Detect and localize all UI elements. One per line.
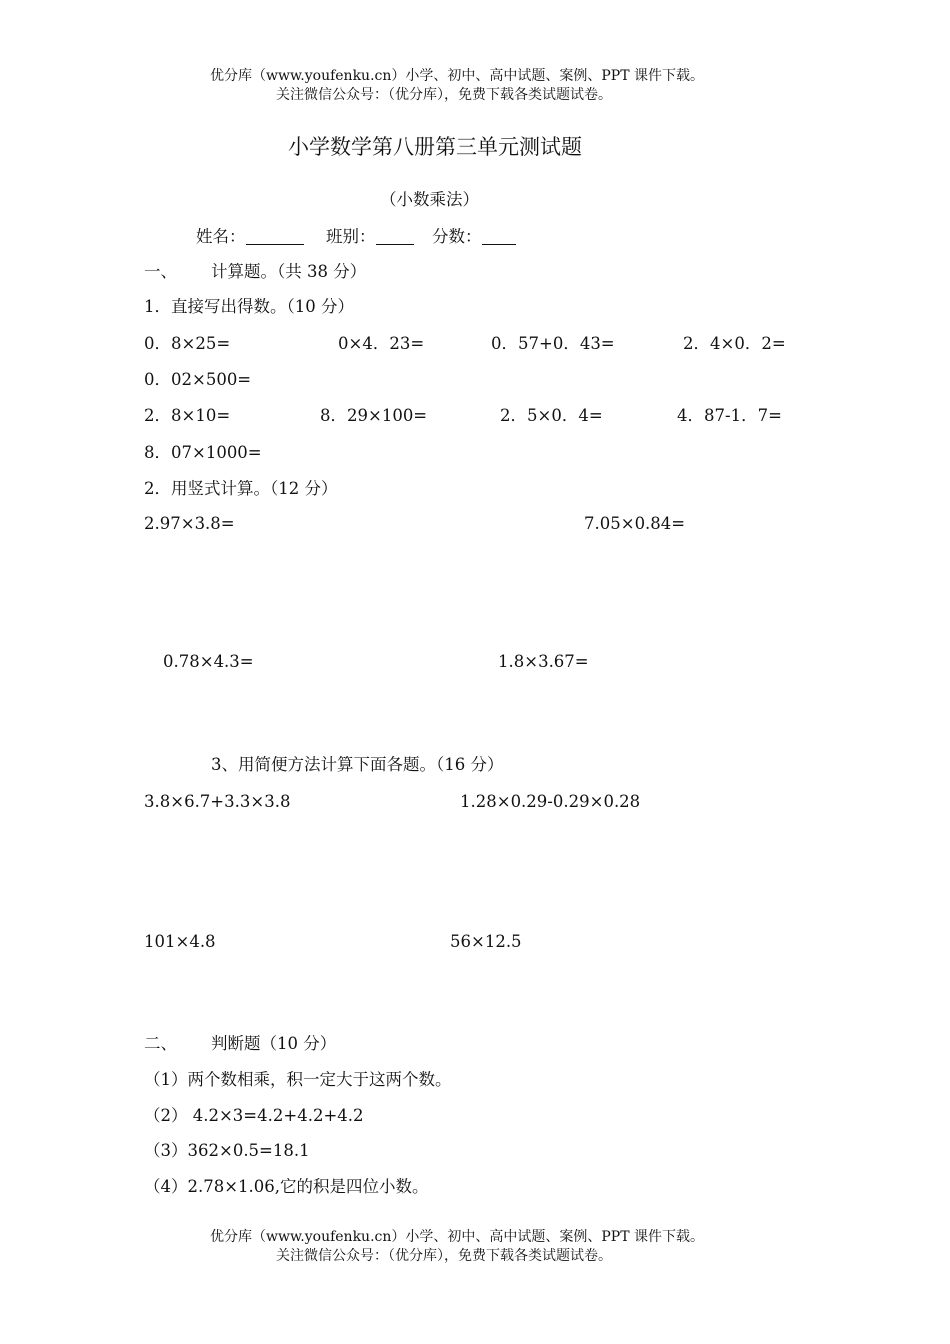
judge-item: （2） 4.2×3=4.2+4.2+4.2: [144, 1106, 364, 1125]
q2-item: 7.05×0.84=: [584, 514, 686, 533]
judge-item: （3）362×0.5=18.1: [144, 1141, 310, 1160]
part2-number: 二、: [144, 1034, 177, 1053]
judge-item: （1）两个数相乘，积一定大于这两个数。: [144, 1070, 452, 1089]
name-blank[interactable]: [246, 229, 304, 245]
q1-item: 2．5×0．4=: [500, 406, 603, 425]
page-title: 小学数学第八册第三单元测试题: [288, 135, 582, 159]
header-line-2: 关注微信公众号：（优分库），免费下载各类试题试卷。: [276, 87, 612, 103]
q1-item: 0．8×25=: [144, 334, 231, 353]
q3-item: 101×4.8: [144, 932, 216, 951]
page-subtitle: （小数乘法）: [380, 190, 479, 209]
q2-item: 2.97×3.8=: [144, 514, 235, 533]
student-info-line: [196, 227, 516, 247]
q2-item: 1.8×3.67=: [498, 652, 589, 671]
part1-number: 一、: [144, 262, 177, 281]
q1-item: 8．29×100=: [320, 406, 428, 425]
class-blank[interactable]: [376, 229, 414, 245]
q1-item: 0．57+0．43=: [491, 334, 615, 353]
q2-title: 2．用竖式计算。（12 分）: [144, 479, 338, 498]
name-label: 姓名：: [196, 227, 246, 246]
score-label: 分数：: [432, 227, 482, 246]
header-line-1: 优分库（www.youfenku.cn）小学、初中、高中试题、案例、PPT 课件下载。: [210, 68, 705, 84]
footer-line-2: 关注微信公众号：（优分库），免费下载各类试题试卷。: [276, 1248, 612, 1264]
q2-item: 0.78×4.3=: [163, 652, 254, 671]
part2-heading: 判断题（10 分）: [211, 1034, 337, 1053]
footer-line-1: 优分库（www.youfenku.cn）小学、初中、高中试题、案例、PPT 课件下载。: [210, 1229, 705, 1245]
q3-item: 56×12.5: [450, 932, 522, 951]
q1-item: 8．07×1000=: [144, 443, 262, 462]
q1-item: 4．87-1．7=: [677, 406, 782, 425]
q3-item: 3.8×6.7+3.3×3.8: [144, 792, 291, 811]
q3-item: 1.28×0.29-0.29×0.28: [460, 792, 641, 811]
class-label: 班别：: [326, 227, 376, 246]
q1-item: 0×4．23=: [338, 334, 425, 353]
q1-item: 2．4×0．2=: [683, 334, 786, 353]
score-blank[interactable]: [482, 229, 516, 245]
judge-item: （4）2.78×1.06,它的积是四位小数。: [144, 1177, 429, 1196]
q1-item: 2．8×10=: [144, 406, 231, 425]
q1-item: 0．02×500=: [144, 370, 252, 389]
part1-heading: 计算题。（共 38 分）: [211, 262, 367, 281]
q1-title: 1．直接写出得数。（10 分）: [144, 297, 354, 316]
q3-title: 3、用简便方法计算下面各题。（16 分）: [211, 755, 504, 774]
